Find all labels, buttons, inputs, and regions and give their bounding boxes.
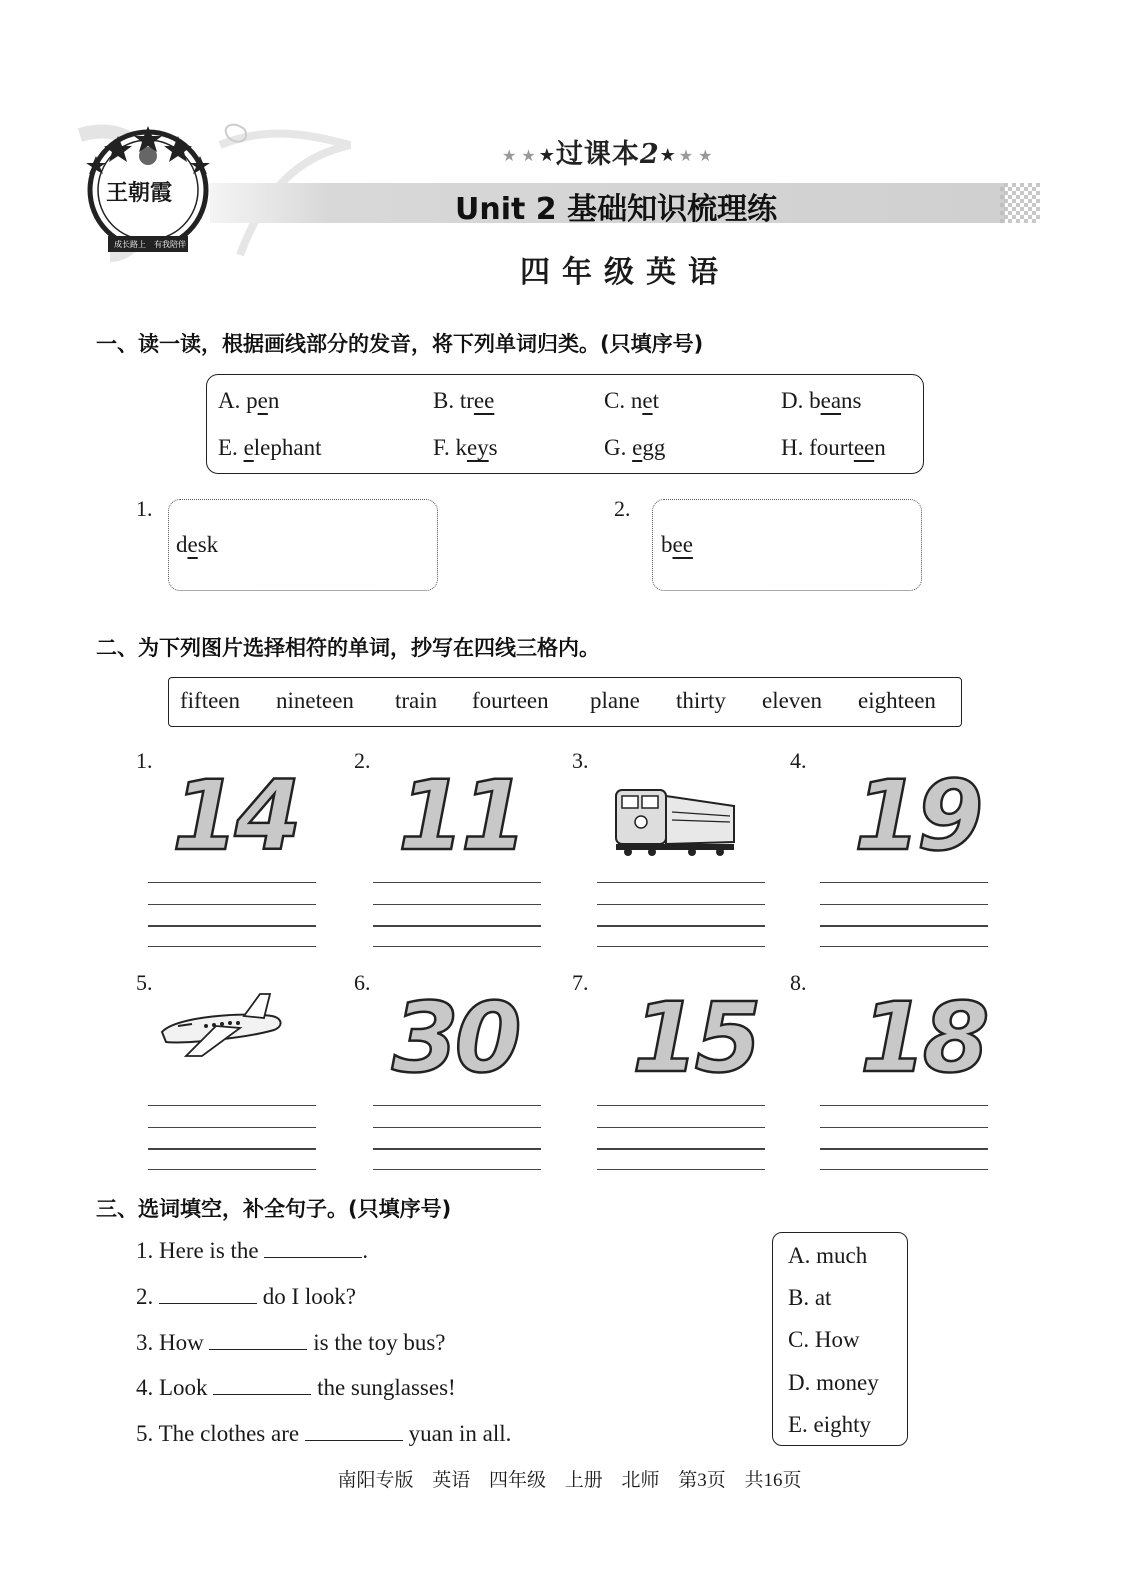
checker-decoration [1000, 183, 1040, 223]
sentence-4: 4. Look the sunglasses! [136, 1375, 456, 1400]
word-thirty: thirty [676, 688, 726, 713]
item-8-picture: 18 [860, 982, 986, 1094]
item-1-number: 1. [136, 748, 153, 773]
option-g: G. egg [604, 435, 666, 460]
item-8-number: 8. [790, 970, 807, 995]
section3-heading: 三、选词填空，补全句子。(只填序号) [96, 1197, 452, 1221]
logo-badge [78, 118, 218, 258]
item-3-number: 3. [572, 748, 589, 773]
item-7-picture: 15 [632, 982, 758, 1094]
item-6-picture: 30 [392, 982, 518, 1094]
logo-slogan-right: 有我陪伴 [154, 240, 186, 249]
option-a: A. pen [218, 388, 280, 413]
option-b: B. tree [433, 388, 495, 413]
writing-lines-1[interactable] [148, 882, 316, 946]
choice-d: D. money [788, 1370, 879, 1395]
option-d: D. beans [781, 388, 862, 413]
blank-2[interactable] [159, 1285, 257, 1304]
blank-4[interactable] [213, 1376, 311, 1395]
option-e: E. elephant [218, 435, 322, 460]
logo-slogan-left: 成长路上 [114, 240, 146, 249]
writing-lines-4[interactable] [820, 882, 988, 946]
blank-1[interactable] [264, 1239, 362, 1258]
writing-lines-2[interactable] [373, 882, 541, 946]
blank-5[interactable] [305, 1422, 403, 1441]
word-plane: plane [590, 688, 640, 713]
item-1-picture: 14 [172, 760, 298, 872]
choice-c: C. How [788, 1327, 860, 1352]
word-fifteen: fifteen [180, 688, 241, 713]
choice-e: E. eighty [788, 1412, 872, 1437]
option-c: C. net [604, 388, 659, 413]
word-eleven: eleven [762, 688, 823, 713]
sentence-3: 3. How is the toy bus? [136, 1330, 446, 1355]
writing-lines-5[interactable] [148, 1105, 316, 1169]
footer: 南阳专版 英语 四年级 上册 北师 第3页 共16页 [337, 1470, 802, 1491]
choice-b: B. at [788, 1285, 832, 1310]
item-4-number: 4. [790, 748, 807, 773]
choice-a: A. much [788, 1243, 868, 1268]
grade-title: 四年级英语 [520, 255, 730, 290]
sentence-2: 2. do I look? [136, 1284, 357, 1309]
sentence-1: 1. Here is the . [136, 1238, 369, 1263]
group-2-example: bee [661, 532, 693, 557]
option-f: F. keys [433, 435, 498, 460]
writing-lines-6[interactable] [373, 1105, 541, 1169]
item-2-picture: 11 [398, 760, 524, 872]
section2-heading: 二、为下列图片选择相符的单词，抄写在四线三格内。 [96, 636, 600, 660]
item-4-picture: 19 [854, 760, 980, 872]
unit-title: Unit 2 基础知识梳理练 [455, 192, 778, 227]
book-title: ★ ★ ★过课本2★ ★ ★ [502, 139, 714, 170]
item-6-number: 6. [354, 970, 371, 995]
writing-lines-8[interactable] [820, 1105, 988, 1169]
item-7-number: 7. [572, 970, 589, 995]
blank-3[interactable] [209, 1331, 307, 1350]
plane-icon [156, 986, 288, 1062]
group-1-example: desk [176, 532, 219, 557]
item-5-number: 5. [136, 970, 153, 995]
option-h: H. fourteen [781, 435, 886, 460]
word-train: train [395, 688, 438, 713]
sentence-5: 5. The clothes are yuan in all. [136, 1421, 512, 1446]
group-1-number: 1. [136, 496, 153, 521]
word-eighteen: eighteen [858, 688, 936, 713]
writing-lines-7[interactable] [597, 1105, 765, 1169]
writing-lines-3[interactable] [597, 882, 765, 946]
word-fourteen: fourteen [472, 688, 549, 713]
word-nineteen: nineteen [276, 688, 354, 713]
logo-name: 王朝霞 [106, 180, 173, 206]
train-icon [612, 776, 738, 858]
section1-heading: 一、读一读，根据画线部分的发音，将下列单词归类。(只填序号) [96, 332, 704, 356]
item-2-number: 2. [354, 748, 371, 773]
group-2-number: 2. [614, 496, 631, 521]
